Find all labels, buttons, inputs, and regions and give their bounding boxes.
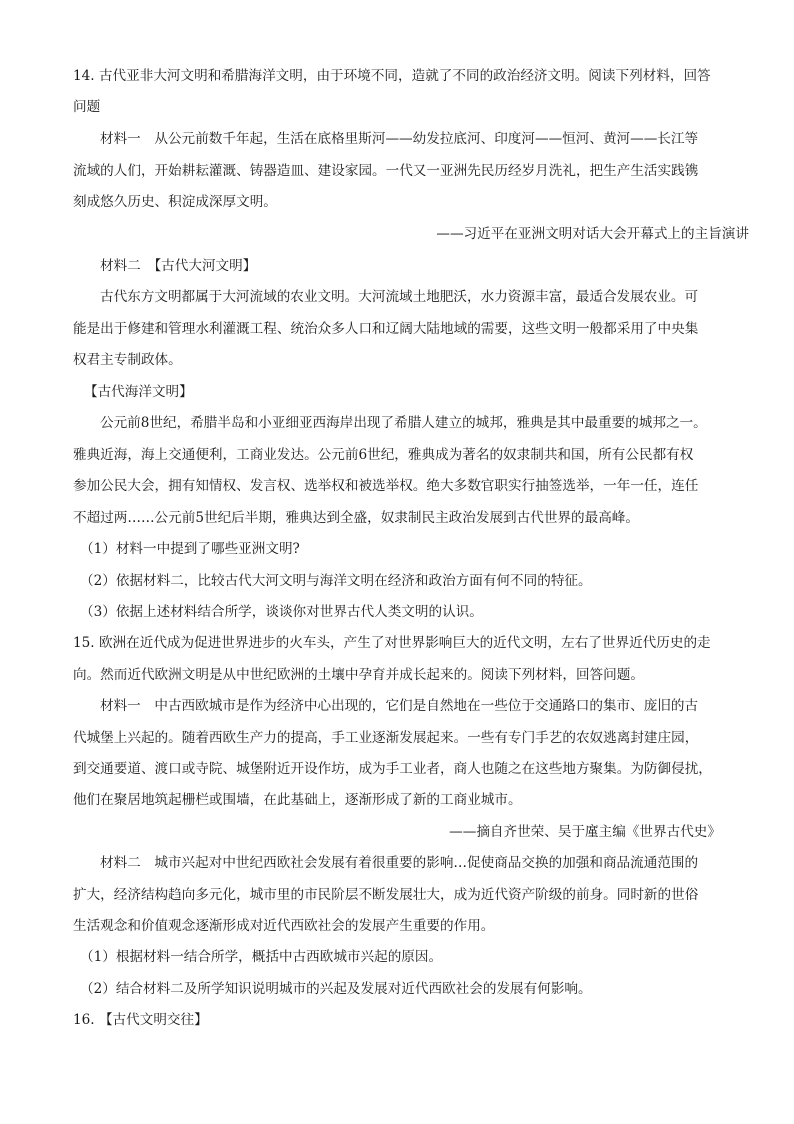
- q15-material1-line-1: 材料一 中古西欧城市是作为经济中心出现的，它们是自然地在一些位于交通路口的集市、庞旧的古: [100, 698, 699, 714]
- q14-sea-line-4: 不超过两……公元前5世纪后半期，雅典达到全盛，奴隶制民主政治发展到古代世界的最高峰。: [73, 510, 639, 526]
- q14-question-1: （1）材料一中提到了哪些亚洲文明?: [80, 541, 300, 557]
- q14-material2-line-3: 权君主专制政体。: [73, 352, 182, 368]
- q14-sea-line-1: 公元前8世纪，希腊半岛和小亚细亚西海岸出现了希腊人建立的城邦，雅典是其中最重要的城邦之一。: [100, 415, 707, 431]
- q15-stem-line-1: 15. 欧洲在近代成为促进世界进步的火车头，产生了对世界影响巨大的近代文明，左右了世界近代历史的走: [73, 635, 711, 651]
- q14-question-2: （2）依据材料二，比较古代大河文明与海洋文明在经济和政治方面有何不同的特征。: [80, 573, 592, 589]
- q15-material1-line-4: 他们在聚居地筑起栅栏或围墙，在此基础上，逐渐形成了新的工商业城市。: [73, 792, 522, 808]
- q14-stem-line-1: 14. 古代亚非大河文明和希腊海洋文明，由于环境不同，造就了不同的政治经济文明。阅读下列材料，回答: [73, 68, 711, 84]
- q14-stem-line-2: 问题: [73, 99, 101, 115]
- q14-material2-line-2: 能是出于修建和管理水利灌溉工程、统治众多人口和辽阔大陆地域的需要，这些文明一般都采用了中央集: [73, 321, 699, 337]
- q14-material1-line-3: 刻成悠久历史、积淀成深厚文明。: [73, 194, 277, 210]
- q16-stem: 16. 【古代文明交往】: [73, 1012, 208, 1028]
- q15-material2-line-3: 生活观念和价值观念逐渐形成对近代西欧社会的发展产生重要的作用。: [73, 918, 495, 934]
- q15-material2-line-2: 扩大，经济结构趋向多元化，城市里的市民阶层不断发展壮大，成为近代资产阶级的前身。同时新的世俗: [73, 887, 699, 903]
- q14-material2-line-1: 古代东方文明都属于大河流域的农业文明。大河流域土地肥沃，水力资源丰富，最适合发展农业。可: [100, 289, 699, 305]
- q15-material1-line-3: 到交通要道、渡口或寺院、城堡附近开设作坊，成为手工业者，商人也随之在这些地方聚集。为防御侵扰，: [73, 761, 712, 777]
- q15-question-1: （1）根据材料一结合所学，概括中古西欧城市兴起的原因。: [80, 949, 443, 965]
- q15-material1-line-2: 代城堡上兴起的。随着西欧生产力的提高，手工业逐渐发展起来。一些有专门手艺的农奴逃离封建庄园，: [73, 730, 699, 746]
- q15-question-2: （2）结合材料二及所学知识说明城市的兴起及发展对近代西欧社会的发展有何影响。: [80, 981, 592, 997]
- q15-material1-source: ——摘自齐世荣、吴于廑主编《世界古代史》: [449, 824, 721, 840]
- q15-material2-line-1: 材料二 城市兴起对中世纪西欧社会发展有着很重要的影响…促使商品交换的加强和商品流通范围的: [100, 855, 699, 871]
- q14-question-3: （3）依据上述材料结合所学，谈谈你对世界古代人类文明的认识。: [80, 604, 483, 620]
- q14-sea-line-3: 参加公民大会，拥有知情权、发言权、选举权和被选举权。绝大多数官职实行抽签选举，一年一任，连任: [73, 478, 699, 494]
- q15-stem-line-2: 向。然而近代欧洲文明是从中世纪欧洲的土壤中孕育并成长起来的。阅读下列材料，回答问题。: [73, 667, 644, 683]
- q14-sea-heading: 【古代海洋文明】: [84, 384, 193, 400]
- q14-material2-heading: 材料二 【古代大河文明】: [100, 258, 257, 274]
- q14-sea-line-2: 雅典近海，海上交通便利，工商业发达。公元前6世纪，雅典成为著名的奴隶制共和国，所有公民都有权: [73, 447, 694, 463]
- q14-material1-line-2: 流域的人们，开始耕耘灌溉、铸器造皿、建设家园。一代又一亚洲先民历经岁月洗礼，把生产生活实践镌: [73, 163, 699, 179]
- q14-material1-line-1: 材料一 从公元前数千年起，生活在底格里斯河——幼发拉底河、印度河——恒河、黄河——长江等: [100, 131, 699, 147]
- q14-material1-source: ——习近平在亚洲文明对话大会开幕式上的主旨演讲: [436, 226, 749, 242]
